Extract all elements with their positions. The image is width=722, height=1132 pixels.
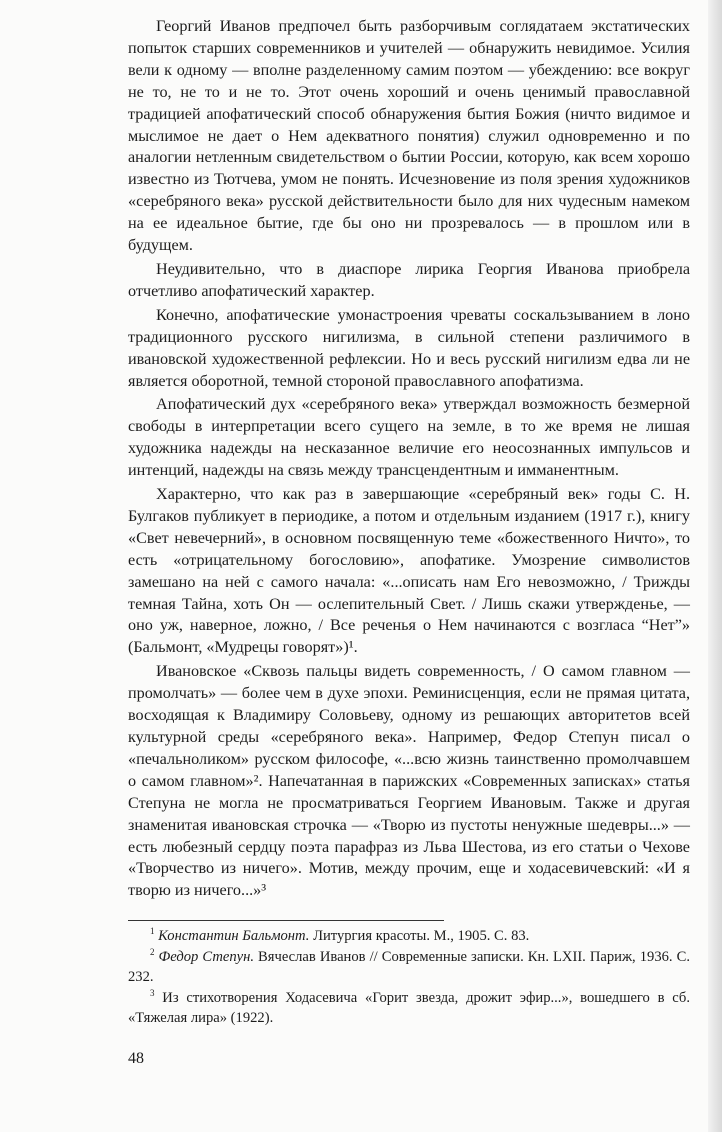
footnote xyxy=(128,988,690,1029)
footnote-text: Из стихотворения Ходасевича «Горит звезда, дрожит эфир...», вошедшего в сб. «Тяжелая лира» (1922). xyxy=(128,989,690,1026)
paragraph: Неудивительно, что в диаспоре лирика Георгия Иванова приобрела отчетливо апофатический характер. xyxy=(128,259,690,300)
footnote-number: 3 xyxy=(150,987,155,998)
paragraph: Апофатический дух «серебряного века» утверждал возможность безмерной свободы в интерпретации всего сущего на земле, в то же время не лишая художника надежды на несказанное величие его неосознанных импульсов и интенций, надежды на связь между трансцендентным и имманентным. xyxy=(128,395,690,480)
footnote-number: 1 xyxy=(150,926,155,937)
paragraph: Георгий Иванов предпочел быть разборчивым соглядатаем экстатических попыток старших современников и учителей — обнаружить невидимое. Усилия вели к одному — вполне разделенному самим поэтом — убеждению: все вокруг не то, не то и не то. Этот очень хороший и очень ценимый православной традицией апофатический способ обнаружения бытия Божия (ничто видимое и мыслимое не дает о Нем адекватного понятия) служил одновременно и по аналогии нетленным свидетельством о бытии России, которую, как всем хорошо известно из Тютчева, умом не понять. Исчезновение из поля зрения художников «серебряного века» русской действительности было для них чудесным намеком на ее идеальное бытие, где бы оно ни прозревалось — в прошлом или в будущем. xyxy=(128,17,690,255)
footnote-text: Вячеслав Иванов // Современные записки. Кн. LXII. Париж, 1936. С. 232. xyxy=(128,948,690,985)
page-number: 48 xyxy=(128,1050,144,1067)
paragraph: Характерно, что как раз в завершающие «серебряный век» годы С. Н. Булгаков публикует в периодике, а потом и отдельным изданием (1917 г.), книгу «Свет невечерний», в основном посвященную теме «божественного Ничто», то есть «отрицательному богословию», апофатике. Умозрение символистов замешано на ней с самого начала: «...описать нам Его невозможно, / Трижды темная Тайна, хоть Он — ослепительный Свет. / Лишь скажи утвержденье, — оно уж, наверное, ложно, / Все реченья о Нем начинаются с возгласа “Нет”» (Бальмонт, «Мудрецы говорят»)¹. xyxy=(128,485,690,657)
page-edge-shadow xyxy=(708,0,722,1132)
footnote xyxy=(128,947,690,988)
footnote-number: 2 xyxy=(150,946,155,957)
footnotes xyxy=(128,926,690,1029)
footnote-author: Константин Бальмонт. xyxy=(158,928,310,944)
main-text xyxy=(128,16,690,902)
footnote-divider xyxy=(128,920,444,921)
footnote-text: Литургия красоты. М., 1905. С. 83. xyxy=(309,928,530,944)
footnote xyxy=(128,926,690,947)
paragraph: Конечно, апофатические умонастроения чреваты соскальзыванием в лоно традиционного русского нигилизма, в сильной степени различимого в ивановской художественной рефлексии. Но и весь русский нигилизм едва ли не является оборотной, темной стороной православного апофатизма. xyxy=(128,305,690,390)
paragraph: Ивановское «Сквозь пальцы видеть современность, / О самом главном — промолчать» — более чем в духе эпохи. Реминисценция, если не прямая цитата, восходящая к Владимиру Соловьеву, одному из решающих авторитетов всей культурной среды «серебряного века». Например, Федор Степун писал о «печальноликом» русском философе, «...всю жизнь таинственно промолчавшем о самом главном»². Напечатанная в парижских «Современных записках» статья Степуна не могла не просматриваться Георгием Ивановым. Также и другая знаменитая ивановская строчка — «Творю из пустоты ненужные шедевры...» — есть любезный сердцу поэта парафраз из Льва Шестова, из его статьи о Чехове «Творчество из ничего». Мотив, между прочим, еще и ходасевичевский: «И я творю из ничего...»³ xyxy=(128,662,690,900)
footnote-author: Федор Степун. xyxy=(158,948,255,965)
